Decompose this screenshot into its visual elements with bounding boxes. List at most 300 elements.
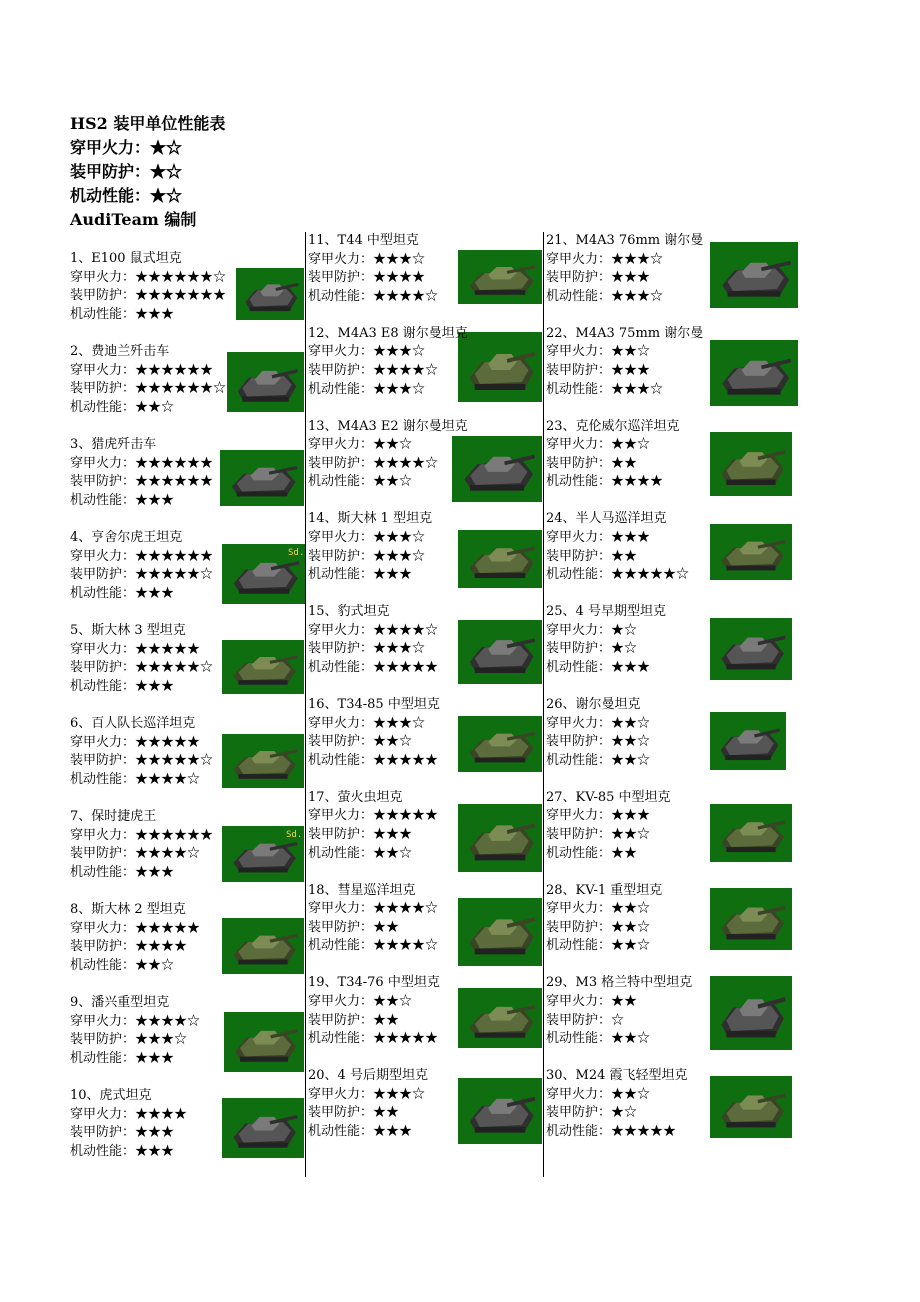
stat-stars: ★★★★★★☆ xyxy=(135,381,227,397)
stat-label: 穿甲火力： xyxy=(70,1013,136,1029)
unit-entry xyxy=(308,974,542,1054)
stat-mobility xyxy=(546,473,800,492)
stat-label: 穿甲火力： xyxy=(70,734,136,750)
stat-stars: ★★★★☆ xyxy=(135,771,201,787)
unit-name: 24、半人马巡洋坦克 xyxy=(546,511,667,527)
unit-entry xyxy=(70,622,304,702)
stat-stars: ★★★★☆ xyxy=(373,622,439,638)
unit-entry xyxy=(70,901,304,981)
stat-mobility xyxy=(308,1030,542,1049)
stat-stars: ★★★☆ xyxy=(373,641,426,657)
stat-label: 穿甲火力： xyxy=(308,529,374,545)
stat-stars: ★★☆ xyxy=(373,734,413,750)
stat-mobility xyxy=(308,845,542,864)
stat-label: 机动性能： xyxy=(70,1050,136,1066)
unit-name: 2、费迪兰歼击车 xyxy=(70,344,170,359)
unit-name: 6、百人队长巡洋坦克 xyxy=(70,716,196,731)
unit-entry xyxy=(308,232,542,312)
stat-stars: ★★★☆ xyxy=(373,548,426,564)
stat-fire xyxy=(308,622,542,641)
legend-fire: 穿甲火力：★☆ xyxy=(70,138,183,157)
stat-stars: ★★☆ xyxy=(611,938,651,954)
stat-stars: ★★ xyxy=(611,455,638,471)
stat-stars: ★★★★☆ xyxy=(373,362,439,378)
stat-label: 装甲防护： xyxy=(308,641,374,657)
stat-fire xyxy=(546,1086,800,1105)
stat-stars: ★★☆ xyxy=(611,437,651,453)
stat-label: 装甲防护： xyxy=(546,734,612,750)
stat-label: 机动性能： xyxy=(546,567,612,583)
stat-label: 装甲防护： xyxy=(546,641,612,657)
stat-fire xyxy=(546,622,800,641)
unit-entry xyxy=(70,250,304,330)
unit-name: 18、彗星巡洋坦克 xyxy=(308,882,416,898)
stat-label: 机动性能： xyxy=(70,306,136,322)
stat-fire xyxy=(546,715,800,734)
stat-fire xyxy=(70,548,304,567)
stat-mobility xyxy=(546,566,800,585)
unit-entry xyxy=(546,510,800,590)
unit-name: 23、克伦威尔巡洋坦克 xyxy=(546,418,680,434)
stat-stars: ★★☆ xyxy=(611,919,651,935)
stat-label: 机动性能： xyxy=(546,659,612,675)
stat-label: 装甲防护： xyxy=(546,919,612,935)
stat-mobility xyxy=(70,771,304,790)
stat-armor xyxy=(308,548,542,567)
stat-stars: ★★★★★★ xyxy=(135,548,214,564)
column-divider-2 xyxy=(543,232,544,1177)
stat-stars: ★★★★★☆ xyxy=(611,567,690,583)
stat-label: 装甲防护： xyxy=(308,270,374,286)
stat-mobility xyxy=(308,752,542,771)
stat-stars: ★★★☆ xyxy=(373,1086,426,1102)
stat-stars: ★☆ xyxy=(611,641,638,657)
stat-stars: ★★★★☆ xyxy=(373,901,439,917)
stat-stars: ★★★ xyxy=(611,529,651,545)
image-overlay-label: Sd. xyxy=(288,548,305,558)
unit-name: 4、亨舍尔虎王坦克 xyxy=(70,530,183,545)
stat-mobility xyxy=(308,937,542,956)
stat-label: 穿甲火力： xyxy=(70,827,136,843)
stat-label: 机动性能： xyxy=(546,1123,612,1139)
stat-stars: ★★★★☆ xyxy=(135,1013,201,1029)
stat-stars: ★★★☆ xyxy=(611,381,664,397)
stat-stars: ★☆ xyxy=(611,1105,638,1121)
stat-fire xyxy=(546,251,800,270)
stat-armor xyxy=(70,1031,304,1050)
stat-stars: ★★★☆ xyxy=(373,381,426,397)
unit-name: 1、E100 鼠式坦克 xyxy=(70,251,182,266)
unit-name: 29、M3 格兰特中型坦克 xyxy=(546,975,693,991)
stat-label: 机动性能： xyxy=(546,938,612,954)
stat-mobility xyxy=(70,864,304,883)
stat-label: 装甲防护： xyxy=(70,1125,136,1141)
stat-label: 装甲防护： xyxy=(546,1012,612,1028)
stat-fire xyxy=(308,715,542,734)
stat-stars: ★★★☆ xyxy=(373,251,426,267)
stat-label: 装甲防护： xyxy=(308,734,374,750)
stat-label: 穿甲火力： xyxy=(546,251,612,267)
stat-armor xyxy=(308,733,542,752)
unit-entry xyxy=(308,603,542,683)
unit-name: 9、潘兴重型坦克 xyxy=(70,995,170,1010)
stat-label: 装甲防护： xyxy=(308,1105,374,1121)
stat-label: 装甲防护： xyxy=(70,1032,136,1048)
stat-armor xyxy=(70,845,304,864)
stat-stars: ★★★★★ xyxy=(135,920,201,936)
stat-fire xyxy=(70,455,304,474)
stat-stars: ★★★ xyxy=(373,567,413,583)
unit-name: 14、斯大林 1 型坦克 xyxy=(308,511,433,527)
stat-armor xyxy=(546,919,800,938)
stat-label: 装甲防护： xyxy=(546,1105,612,1121)
stat-stars: ★★★★☆ xyxy=(373,455,439,471)
unit-entry xyxy=(308,696,542,776)
stat-label: 穿甲火力： xyxy=(308,251,374,267)
unit-name: 15、豹式坦克 xyxy=(308,604,390,620)
stat-fire xyxy=(308,436,542,455)
stat-label: 装甲防护： xyxy=(308,1012,374,1028)
stat-label: 穿甲火力： xyxy=(308,344,374,360)
stat-stars: ★★★ xyxy=(611,659,651,675)
stat-label: 机动性能： xyxy=(546,288,612,304)
stat-stars: ★★☆ xyxy=(611,1086,651,1102)
stat-stars: ★★☆ xyxy=(611,715,651,731)
unit-entry xyxy=(546,603,800,683)
stat-label: 穿甲火力： xyxy=(308,622,374,638)
stat-stars: ★★☆ xyxy=(611,752,651,768)
stat-stars: ★★★☆ xyxy=(611,251,664,267)
unit-entry xyxy=(546,696,800,776)
stat-mobility xyxy=(308,1123,542,1142)
stat-label: 装甲防护： xyxy=(70,381,136,397)
stat-stars: ★★☆ xyxy=(135,399,175,415)
unit-name: 22、M4A3 75mm 谢尔曼 xyxy=(546,325,704,341)
stat-label: 机动性能： xyxy=(546,752,612,768)
unit-entry xyxy=(546,789,800,869)
stat-label: 装甲防护： xyxy=(546,548,612,564)
unit-entry xyxy=(546,232,800,312)
unit-entry xyxy=(70,529,304,609)
stat-label: 装甲防护： xyxy=(546,362,612,378)
stat-armor xyxy=(546,455,800,474)
stat-label: 穿甲火力： xyxy=(70,1106,136,1122)
stat-label: 机动性能： xyxy=(546,381,612,397)
stat-stars: ★★★ xyxy=(611,270,651,286)
stat-stars: ★★★☆ xyxy=(611,288,664,304)
unit-entry xyxy=(70,994,304,1074)
stat-label: 机动性能： xyxy=(70,399,136,415)
stat-stars: ★★★ xyxy=(135,1125,175,1141)
stat-label: 机动性能： xyxy=(308,474,374,490)
stat-stars: ★★☆ xyxy=(373,845,413,861)
stat-armor xyxy=(70,938,304,957)
stat-stars: ★★★★☆ xyxy=(135,846,201,862)
stat-fire xyxy=(70,641,304,660)
stat-stars: ★★★★★★☆ xyxy=(135,269,227,285)
stat-mobility xyxy=(546,937,800,956)
stat-stars: ★★ xyxy=(373,1105,400,1121)
stat-stars: ★★ xyxy=(611,993,638,1009)
stat-label: 机动性能： xyxy=(70,678,136,694)
stat-stars: ★★★ xyxy=(135,1050,175,1066)
stat-fire xyxy=(70,920,304,939)
stat-armor xyxy=(546,548,800,567)
stat-label: 机动性能： xyxy=(70,957,136,973)
stat-mobility xyxy=(70,1143,304,1162)
stat-label: 穿甲火力： xyxy=(546,808,612,824)
stat-armor xyxy=(546,269,800,288)
stat-label: 装甲防护： xyxy=(546,826,612,842)
stat-stars: ★★★☆ xyxy=(373,529,426,545)
stat-mobility xyxy=(70,585,304,604)
stat-armor xyxy=(70,473,304,492)
stat-mobility xyxy=(70,1050,304,1069)
stat-stars: ★★★ xyxy=(135,864,175,880)
stat-stars: ★★ xyxy=(611,548,638,564)
stat-label: 机动性能： xyxy=(70,1143,136,1159)
stat-stars: ★★★ xyxy=(135,1143,175,1159)
stat-fire xyxy=(308,993,542,1012)
stat-stars: ★★☆ xyxy=(611,1031,651,1047)
legend-armor: 装甲防护：★☆ xyxy=(70,162,183,181)
unit-entry xyxy=(308,510,542,590)
stat-label: 装甲防护： xyxy=(308,455,374,471)
unit-name: 28、KV-1 重型坦克 xyxy=(546,882,663,898)
stat-stars: ★★ xyxy=(611,845,638,861)
stat-label: 装甲防护： xyxy=(308,919,374,935)
stat-label: 机动性能： xyxy=(546,474,612,490)
stat-armor xyxy=(308,1012,542,1031)
stat-label: 穿甲火力： xyxy=(546,529,612,545)
stat-stars: ★★★ xyxy=(135,678,175,694)
stat-stars: ★★★★★★ xyxy=(135,827,214,843)
stat-label: 机动性能： xyxy=(546,845,612,861)
stat-label: 穿甲火力： xyxy=(546,437,612,453)
stat-armor xyxy=(308,362,542,381)
stat-label: 装甲防护： xyxy=(308,548,374,564)
stat-stars: ★★☆ xyxy=(611,734,651,750)
stat-stars: ★★★★ xyxy=(135,939,188,955)
stat-stars: ★★★☆ xyxy=(373,344,426,360)
stat-fire xyxy=(70,1013,304,1032)
stat-mobility xyxy=(546,659,800,678)
stat-label: 穿甲火力： xyxy=(70,455,136,471)
unit-entry xyxy=(308,882,542,962)
stat-armor xyxy=(70,380,304,399)
unit-entry xyxy=(546,882,800,962)
stat-armor xyxy=(70,566,304,585)
stat-label: 穿甲火力： xyxy=(70,548,136,564)
unit-entry xyxy=(546,325,800,405)
stat-armor xyxy=(546,362,800,381)
stat-stars: ★★★★★ xyxy=(135,641,201,657)
stat-label: 穿甲火力： xyxy=(546,1086,612,1102)
stat-label: 机动性能： xyxy=(546,1031,612,1047)
unit-name: 10、虎式坦克 xyxy=(70,1088,152,1103)
stat-fire xyxy=(308,529,542,548)
stat-stars: ★★☆ xyxy=(611,901,651,917)
stat-stars: ★★★★★ xyxy=(373,659,439,675)
stat-armor xyxy=(70,287,304,306)
stat-stars: ★☆ xyxy=(611,622,638,638)
stat-stars: ★★★ xyxy=(135,492,175,508)
stat-stars: ★★★ xyxy=(373,826,413,842)
stat-fire xyxy=(70,827,304,846)
stat-mobility xyxy=(308,381,542,400)
stat-label: 机动性能： xyxy=(308,1031,374,1047)
stat-fire xyxy=(308,807,542,826)
stat-stars: ★★★★★ xyxy=(611,1123,677,1139)
stat-mobility xyxy=(308,288,542,307)
stat-label: 机动性能： xyxy=(308,1123,374,1139)
stat-stars: ★★★★★☆ xyxy=(135,660,214,676)
stat-stars: ★★★☆ xyxy=(373,715,426,731)
stat-stars: ★★☆ xyxy=(373,437,413,453)
stat-armor xyxy=(308,919,542,938)
unit-name: 12、M4A3 E8 谢尔曼坦克 xyxy=(308,325,468,341)
stat-label: 机动性能： xyxy=(308,381,374,397)
unit-entry xyxy=(308,1067,542,1147)
stat-armor xyxy=(308,1104,542,1123)
unit-entry xyxy=(308,789,542,869)
stat-mobility xyxy=(308,566,542,585)
stat-fire xyxy=(546,529,800,548)
stat-armor xyxy=(70,659,304,678)
stat-stars: ★★★★★★★ xyxy=(135,288,227,304)
stat-armor xyxy=(546,733,800,752)
unit-name: 30、M24 霞飞轻型坦克 xyxy=(546,1068,688,1084)
stat-label: 机动性能： xyxy=(70,864,136,880)
stat-armor xyxy=(308,455,542,474)
stat-armor xyxy=(546,640,800,659)
stat-mobility xyxy=(308,473,542,492)
stat-fire xyxy=(546,900,800,919)
unit-name: 3、猎虎歼击车 xyxy=(70,437,157,452)
stat-fire xyxy=(546,343,800,362)
stat-label: 装甲防护： xyxy=(70,753,136,769)
stat-stars: ★★★★★★ xyxy=(135,474,214,490)
stat-stars: ★★ xyxy=(373,1012,400,1028)
stat-label: 穿甲火力： xyxy=(546,715,612,731)
stat-label: 穿甲火力： xyxy=(546,901,612,917)
stat-fire xyxy=(70,734,304,753)
stat-stars: ★★★ xyxy=(611,808,651,824)
stat-fire xyxy=(308,900,542,919)
stat-armor xyxy=(70,1124,304,1143)
unit-name: 7、保时捷虎王 xyxy=(70,809,157,824)
stat-armor xyxy=(546,1104,800,1123)
unit-name: 21、M4A3 76mm 谢尔曼 xyxy=(546,233,704,248)
stat-fire xyxy=(70,269,304,288)
stat-mobility xyxy=(70,492,304,511)
legend-mobility: 机动性能：★☆ xyxy=(70,186,183,205)
unit-entry xyxy=(546,974,800,1054)
unit-name: 8、斯大林 2 型坦克 xyxy=(70,902,186,917)
stat-stars: ☆ xyxy=(611,1012,625,1028)
stat-armor xyxy=(546,1012,800,1031)
stat-label: 穿甲火力： xyxy=(308,901,374,917)
stat-stars: ★★★★★☆ xyxy=(135,753,214,769)
stat-label: 装甲防护： xyxy=(70,660,136,676)
stat-label: 装甲防护： xyxy=(546,270,612,286)
unit-name: 11、T44 中型坦克 xyxy=(308,233,419,248)
unit-entry xyxy=(308,418,542,498)
stat-stars: ★★ xyxy=(373,919,400,935)
stat-stars: ★★★★★ xyxy=(373,1031,439,1047)
unit-entry xyxy=(70,715,304,795)
stat-fire xyxy=(546,436,800,455)
stat-label: 装甲防护： xyxy=(546,455,612,471)
stat-mobility xyxy=(70,306,304,325)
stat-label: 穿甲火力： xyxy=(546,993,612,1009)
stat-mobility xyxy=(70,957,304,976)
unit-name: 5、斯大林 3 型坦克 xyxy=(70,623,186,638)
stat-label: 机动性能： xyxy=(70,771,136,787)
stat-fire xyxy=(308,1086,542,1105)
stat-stars: ★★★★★ xyxy=(373,752,439,768)
unit-name: 25、4 号早期型坦克 xyxy=(546,604,666,620)
image-overlay-label: Sd. xyxy=(286,830,303,840)
unit-entry xyxy=(70,808,304,888)
stat-label: 穿甲火力： xyxy=(308,808,374,824)
stat-label: 穿甲火力： xyxy=(70,362,136,378)
stat-stars: ★★☆ xyxy=(611,826,651,842)
stat-mobility xyxy=(70,678,304,697)
unit-name: 27、KV-85 中型坦克 xyxy=(546,789,671,805)
stat-stars: ★★★ xyxy=(135,306,175,322)
unit-name: 16、T34-85 中型坦克 xyxy=(308,697,440,712)
stat-label: 穿甲火力： xyxy=(308,1086,374,1102)
stat-label: 穿甲火力： xyxy=(546,622,612,638)
stat-mobility xyxy=(546,288,800,307)
stat-label: 机动性能： xyxy=(308,567,374,583)
stat-label: 机动性能： xyxy=(70,585,136,601)
stat-mobility xyxy=(546,845,800,864)
stat-armor xyxy=(308,640,542,659)
stat-stars: ★★☆ xyxy=(611,344,651,360)
unit-entry xyxy=(308,325,542,405)
stat-stars: ★★★★★ xyxy=(135,734,201,750)
author: AudiTeam 编制 xyxy=(70,210,197,229)
stat-fire xyxy=(546,993,800,1012)
stat-label: 穿甲火力： xyxy=(70,920,136,936)
stat-label: 穿甲火力： xyxy=(70,641,136,657)
stat-armor xyxy=(308,269,542,288)
unit-entry xyxy=(546,418,800,498)
stat-stars: ★★★★★☆ xyxy=(135,567,214,583)
column-divider-1 xyxy=(305,232,306,1177)
stat-label: 装甲防护： xyxy=(70,846,136,862)
stat-label: 机动性能： xyxy=(308,938,374,954)
unit-entry xyxy=(70,1087,304,1167)
stat-fire xyxy=(308,251,542,270)
stat-label: 机动性能： xyxy=(308,752,374,768)
stat-mobility xyxy=(546,1123,800,1142)
stat-fire xyxy=(308,343,542,362)
stat-stars: ★★★★ xyxy=(611,474,664,490)
unit-entry xyxy=(546,1067,800,1147)
stat-fire xyxy=(70,362,304,381)
stat-label: 穿甲火力： xyxy=(308,437,374,453)
stat-stars: ★★★ xyxy=(611,362,651,378)
stat-mobility xyxy=(546,381,800,400)
stat-stars: ★★★☆ xyxy=(135,1032,188,1048)
stat-label: 穿甲火力： xyxy=(70,269,136,285)
stat-stars: ★★★★☆ xyxy=(373,288,439,304)
stat-armor xyxy=(546,826,800,845)
stat-label: 穿甲火力： xyxy=(308,993,374,1009)
